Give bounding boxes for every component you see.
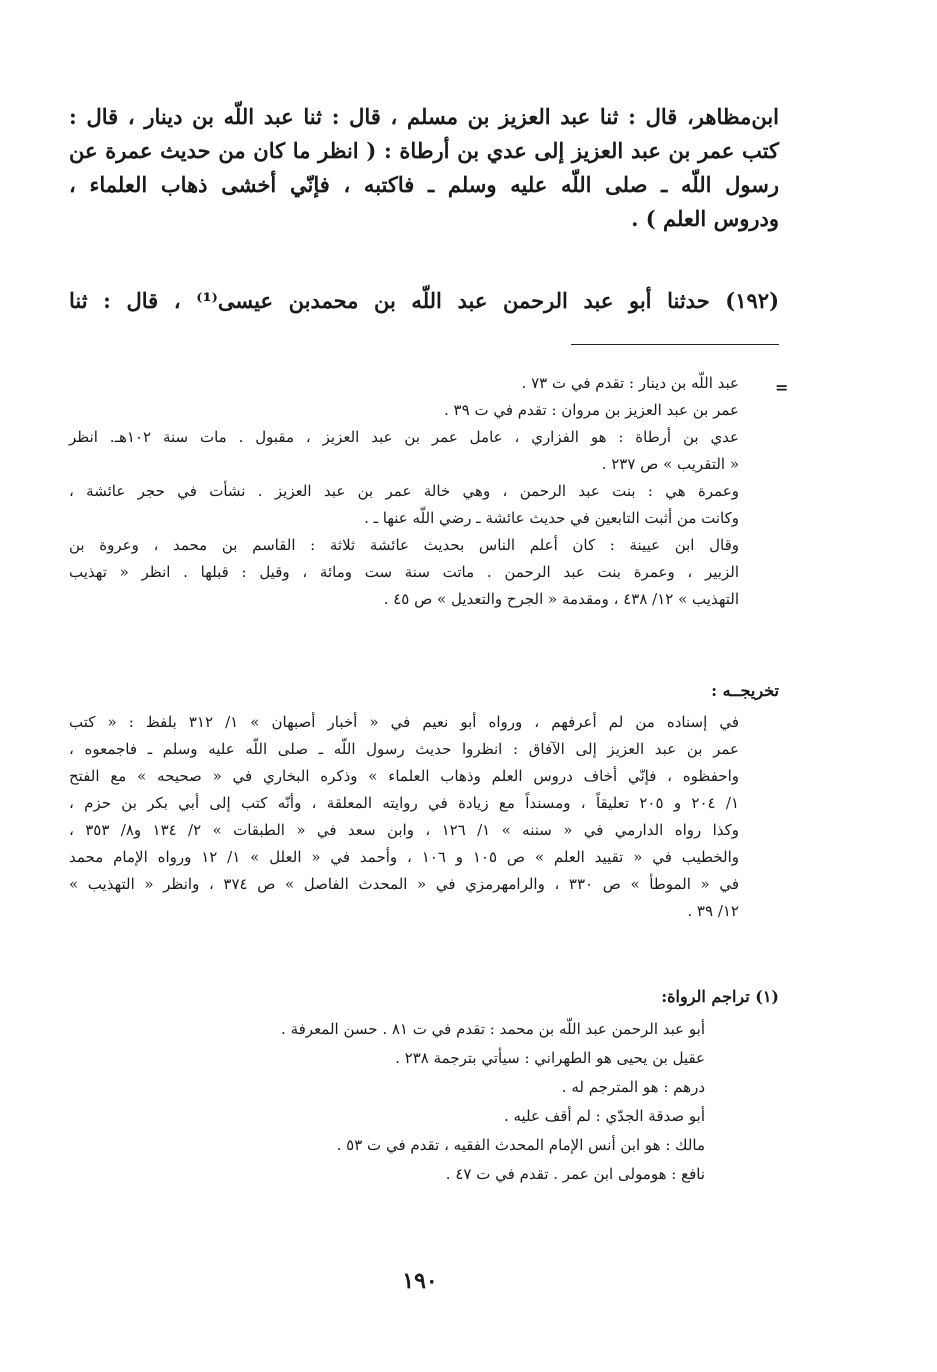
takhrij-text: [69, 709, 739, 925]
takhrij-line: عمر بن عبد العزيز إلى الآفاق : انظروا حديث رسول اللّه ـ صلى اللّه عليه وسلم ـ فاجمعوه ،: [69, 740, 739, 758]
page-number: ١٩٠: [402, 1268, 438, 1294]
takhrij-line: وكذا رواه الدارمي في « سننه » ١/ ١٢٦ ، وابن سعد في « الطبقات » ٢/ ١٣٤ و٨/ ٣٥٣ ،: [69, 821, 740, 839]
narrator-entry: أبو صدقة الجدّي : لم أقف عليه .: [503, 1107, 705, 1125]
footnote-line: وعمرة هي : بنت عبد الرحمن ، وهي خالة عمر بن عبد العزيز . نشأت في حجر عائشة ،: [69, 482, 739, 500]
takhrij-line: في « الموطأ » ص ٣٣٠ ، والرامهرمزي في « المحدث الفاصل » ص ٣٧٤ ، وانظر « التهذيب »: [69, 875, 740, 893]
takhrij-line: والخطيب في « تقييد العلم » ص ١٠٥ و ١٠٦ ، وأحمد في « العلل » ١/ ١٢ ورواه الإمام محمد: [69, 848, 740, 866]
footnote-line: وقال ابن عيينة : كان أعلم الناس بحديث عائشة ثلاثة : القاسم بن محمد ، وعروة بن: [69, 536, 739, 554]
footnote-line: التهذيب » ١٢/ ٤٣٨ ، ومقدمة « الجرح والتعديل » ص ٤٥ .: [383, 590, 739, 608]
narrator-entry: أبو عبد الرحمن عبد اللّه بن محمد : تقدم في ت ٨١ . حسن المعرفة .: [281, 1020, 705, 1038]
narrator-entry: درهم : هو المترجم له .: [561, 1078, 705, 1096]
main-text-line: ابن‌مظاهر، قال : ثنا عبد العزيز بن مسلم ، قال : ثنا عبد اللّه بن دينار ، قال :: [69, 104, 779, 129]
main-text-line: رسول اللّه ـ صلى اللّه عليه وسلم ـ فاكتبه ، فإنّي أخشى ذهاب العلماء ،: [69, 172, 779, 197]
footnotes-narrators-previous: [69, 370, 739, 613]
main-text-line: ودروس العلم ) .: [631, 206, 779, 231]
footnote-line: « التقريب » ص ٢٣٧ .: [601, 455, 739, 473]
main-text: [69, 100, 779, 236]
narrators-heading: (١) تراجم الرواة:: [661, 987, 779, 1006]
footnote-separator: [571, 344, 779, 345]
main-text-line: كتب عمر بن عبد العزيز إلى عدي بن أرطاة : ( انظر ما كان من حديث عمرة عن: [69, 138, 779, 163]
takhrij-heading: تخريجــه :: [711, 681, 779, 700]
narrator-entry: نافع : هومولى ابن عمر . تقدم في ت ٤٧ .: [445, 1165, 705, 1183]
continuation-mark: =: [775, 378, 789, 397]
footnote-line: عمر بن عبد العزيز بن مروان : تقدم في ت ٣٩ .: [444, 401, 739, 419]
takhrij-line: في إسناده من لم أعرفهم ، ورواه أبو نعيم في « أخبار أصبهان » ١/ ٣١٢ بلفظ : « كتب: [69, 713, 739, 731]
hadith-192-line: (١٩٢) حدثنا أبو عبد الرحمن عبد اللّه بن محمدبن عيسى⁽¹⁾ ، قال : ثنا: [69, 288, 779, 313]
footnote-line: وكانت من أثبت التابعين في حديث عائشة ـ رضي اللّه عنها ـ .: [364, 509, 739, 527]
narrators-list: [281, 1015, 705, 1189]
footnote-line: عبد اللّه بن دينار : تقدم في ت ٧٣ .: [521, 374, 739, 392]
takhrij-line: واحفظوه ، فإنّي أخاف دروس العلم وذهاب العلماء » وذكره البخاري في « صحيحه » مع الفتح: [69, 767, 739, 785]
narrator-entry: عقيل بن يحيى هو الطهراني : سيأتي بترجمة ٢٣٨ .: [395, 1049, 705, 1067]
footnote-line: الزبير ، وعمرة بنت عبد الرحمن . ماتت سنة ست ومائة ، وقيل : قبلها . انظر « تهذيب: [69, 563, 739, 581]
takhrij-line: ١٢/ ٣٩ .: [687, 902, 739, 920]
narrator-entry: مالك : هو ابن أنس الإمام المحدث الفقيه ، تقدم في ت ٥٣ .: [336, 1136, 705, 1154]
takhrij-line: ١/ ٢٠٤ و ٢٠٥ تعليقاً ، ومسنداً مع زيادة في روايته المعلقة ، وأنّه كتب إلى أبي بكر بن حزم ،: [69, 794, 739, 812]
footnote-line: عدي بن أرطاة : هو الفزاري ، عامل عمر بن عبد العزيز ، مقبول . مات سنة ١٠٢هـ. انظر: [69, 428, 740, 446]
